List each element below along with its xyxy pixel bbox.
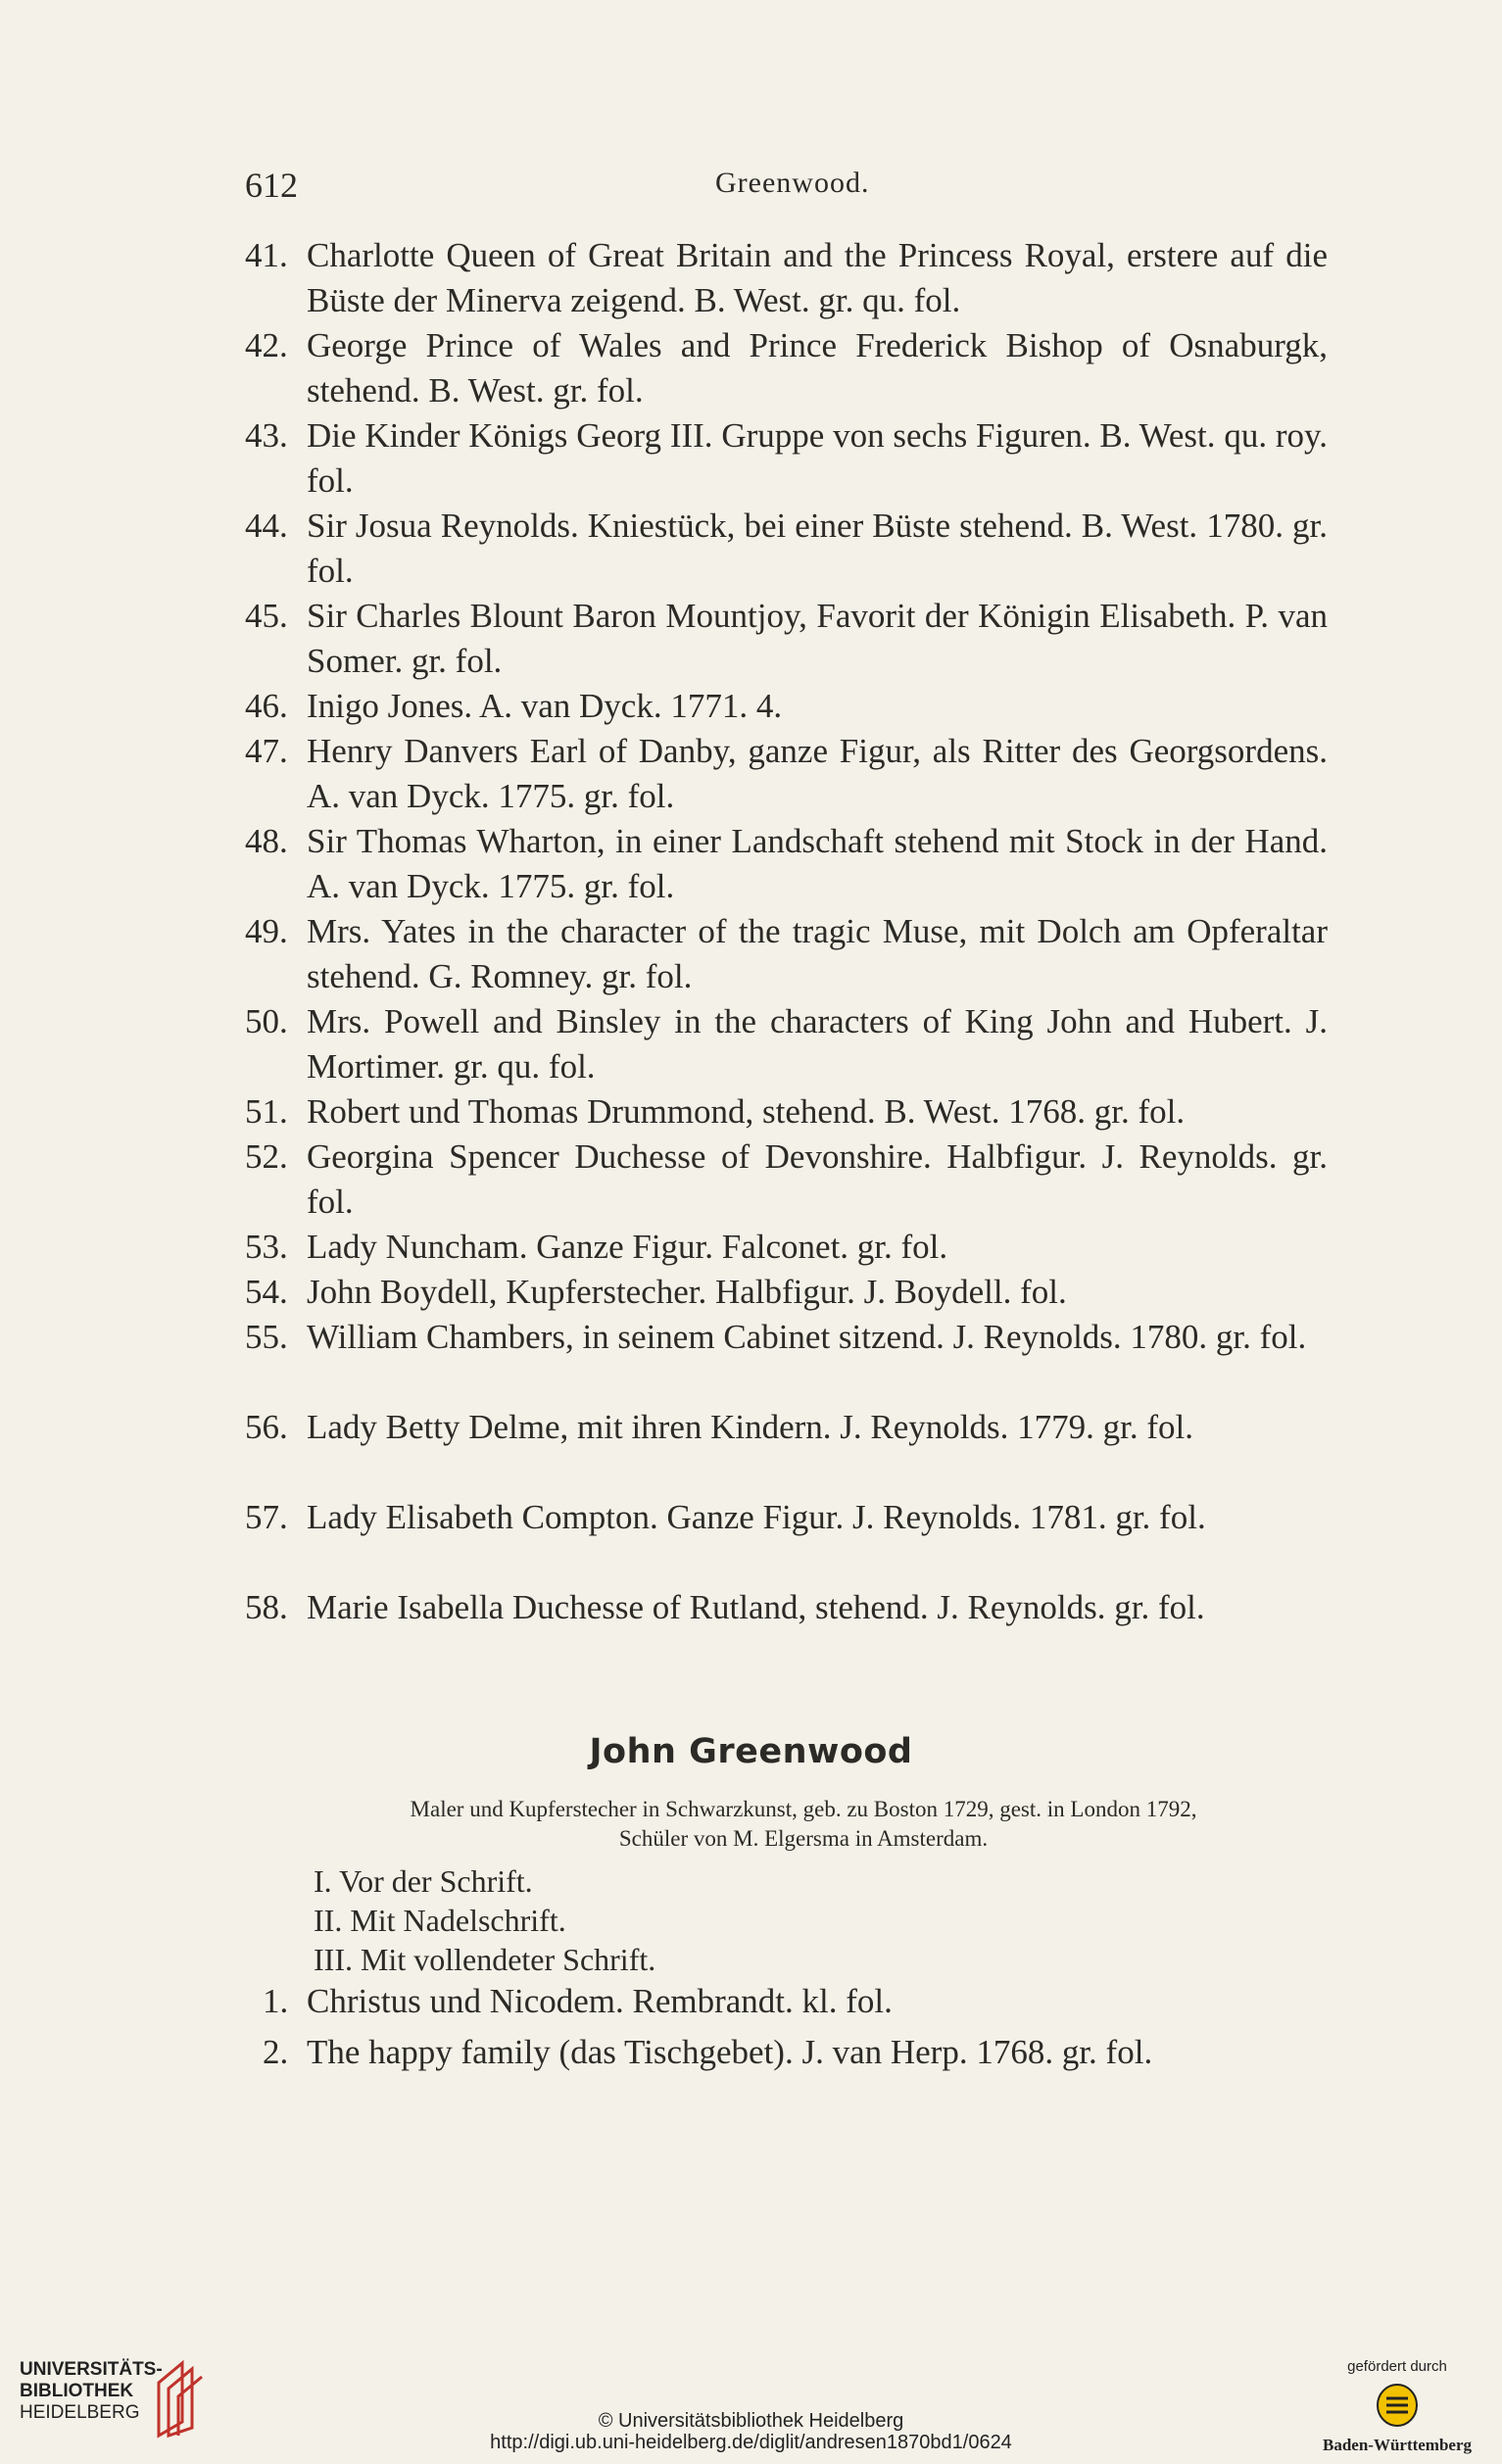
library-line: BIBLIOTHEK [20,2381,134,2401]
entry-text: Georgina Spencer Duchesse of Devonshire. Halbfigur. J. Reynolds. gr. fol. [307,1137,1328,1221]
entry-text: Henry Danvers Earl of Danby, ganze Figur, als Ritter des Georgsordens. A. van Dyck. 1775. gr. fol. [307,732,1328,815]
entry-text: Charlotte Queen of Great Britain and the Princess Royal, erstere auf die Büste der Minerva zeigend. B. West. gr. qu. fol. [307,236,1328,319]
sponsor-block [1314,2358,1480,2455]
entry-number: 48. [245,822,288,860]
catalog-entry [245,1585,1328,1675]
source-url[interactable]: http://digi.ub.uni-heidelberg.de/diglit/andresen1870bd1/0624 [490,2432,1012,2453]
entry-number: 51. [245,1092,288,1131]
catalog-entry [245,1979,1328,2030]
entry-number: 50. [245,1002,288,1040]
print-state: II. Mit Nadelschrift. [314,1903,566,1938]
entry-number: 57. [245,1498,288,1536]
library-line: HEIDELBERG [20,2402,140,2423]
page-number: 612 [245,166,298,205]
entry-number: 43. [245,416,288,455]
catalog-entry [245,594,1328,684]
catalog-entry [245,1495,1328,1585]
coat-of-arms-icon [1375,2383,1420,2428]
catalog-entry [245,323,1328,413]
entry-number: 41. [245,236,288,274]
entry-text: Christus und Nicodem. Rembrandt. kl. fol. [307,1982,893,2020]
entry-text: Lady Elisabeth Compton. Ganze Figur. J. Reynolds. 1781. gr. fol. [307,1498,1206,1536]
entry-text: The happy family (das Tischgebet). J. van Herp. 1768. gr. fol. [307,2033,1153,2071]
print-states-list [314,1861,655,1979]
entry-text: William Chambers, in seinem Cabinet sitzend. J. Reynolds. 1780. gr. fol. [307,1318,1307,1356]
entry-number: 53. [245,1228,288,1266]
entry-text: Robert und Thomas Drummond, stehend. B. West. 1768. gr. fol. [307,1092,1186,1131]
entry-number: 47. [245,732,288,770]
entry-number: 55. [245,1318,288,1356]
entry-number: 49. [245,912,288,950]
entry-number: 54. [245,1273,288,1311]
entry-text: Mrs. Powell and Binsley in the characters of King John and Hubert. J. Mortimer. gr. qu. fol. [307,1002,1328,1086]
catalog-entry [245,233,1328,323]
entry-text: Sir Josua Reynolds. Kniestück, bei einer Büste stehend. B. West. 1780. gr. fol. [307,507,1328,590]
sponsor-name: Baden-Württemberg [1322,2436,1473,2454]
entry-text: Sir Charles Blount Baron Mountjoy, Favorit der Königin Elisabeth. P. van Somer. gr. fol. [307,597,1328,680]
entry-number: 52. [245,1137,288,1176]
catalog-entry [245,999,1328,1089]
catalog-entry [245,909,1328,999]
entry-number: 42. [245,326,288,364]
entry-text: George Prince of Wales and Prince Frederick Bishop of Osnaburgk, stehend. B. West. gr. fol. [307,326,1328,410]
catalog-entry [245,819,1328,909]
catalog-entry [245,729,1328,819]
print-state: III. Mit vollendeter Schrift. [314,1942,656,1977]
entry-text: Lady Nuncham. Ganze Figur. Falconet. gr. fol. [307,1228,948,1266]
page-header [245,165,1323,212]
catalog-entry [245,504,1328,594]
artist-biography [284,1795,1323,1854]
entry-text: Lady Betty Delme, mit ihren Kindern. J. Reynolds. 1779. gr. fol. [307,1408,1194,1446]
entry-number: 44. [245,507,288,545]
catalog-entry [245,2030,1328,2081]
catalog-entry [245,1315,1328,1405]
library-line: UNIVERSITÄTS- [20,2359,163,2380]
entry-number: 56. [245,1408,288,1446]
section-heading: John Greenwood [589,1732,913,1771]
catalog-entry [245,1089,1328,1135]
entry-text: Inigo Jones. A. van Dyck. 1771. 4. [307,687,783,725]
catalog-entry [245,1225,1328,1270]
entry-text: Marie Isabella Duchesse of Rutland, stehend. J. Reynolds. gr. fol. [307,1588,1205,1626]
entry-text: John Boydell, Kupferstecher. Halbfigur. J. Boydell. fol. [307,1273,1067,1311]
bio-line: Maler und Kupferstecher in Schwarzkunst, geb. zu Boston 1729, gest. in London 1792, [410,1797,1197,1821]
bio-line: Schüler von M. Elgersma in Amsterdam. [618,1826,989,1851]
catalog-entry [245,1270,1328,1315]
entry-text: Die Kinder Königs Georg III. Gruppe von sechs Figuren. B. West. qu. roy. fol. [307,416,1328,500]
catalog-entry [245,684,1328,729]
catalog-entry [245,413,1328,504]
entry-number: 58. [245,1588,288,1626]
copyright-text: © Universitätsbibliothek Heidelberg [598,2410,904,2432]
entry-number: 46. [245,687,288,725]
entry-text: Mrs. Yates in the character of the tragic Muse, mit Dolch am Opferaltar stehend. G. Romney. gr. fol. [307,912,1328,995]
catalog-entry [245,1405,1328,1495]
catalog-entries [245,233,1328,1675]
entry-number: 45. [245,597,288,635]
greenwood-works [245,1979,1328,2081]
entry-number: 1. [263,1982,289,2020]
catalog-entry [245,1135,1328,1225]
print-state: I. Vor der Schrift. [314,1863,533,1899]
sponsor-label: gefördert durch [1347,2358,1447,2375]
entry-text: Sir Thomas Wharton, in einer Landschaft stehend mit Stock in der Hand. A. van Dyck. 1775. gr. fol. [307,822,1328,905]
entry-number: 2. [263,2033,289,2071]
copyright-notice [0,2410,1502,2453]
running-title: Greenwood. [715,167,870,199]
